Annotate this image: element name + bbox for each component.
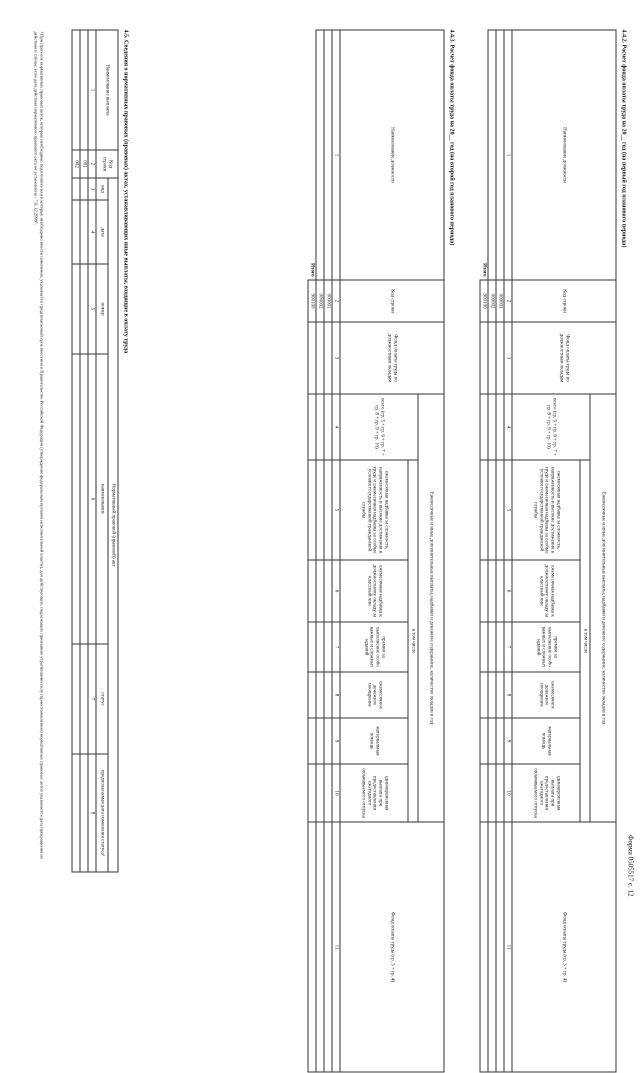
cell[interactable] [316,322,324,394]
cell[interactable] [480,622,488,672]
header-position-name: Наименование должности [340,30,444,280]
cell[interactable] [324,460,332,560]
header-col9: материальная помощь [340,718,408,764]
col-num: 6 [504,560,512,622]
cell[interactable] [488,672,496,718]
header-title: наименование [96,354,108,644]
cell[interactable] [496,622,504,672]
col-num: 4 [504,394,512,460]
section-title-45: 4.5. Сведения о нормативных правовых (правовых) актах, устанавливающих иные выплаты, входящие в оплату труда [123,30,129,354]
cell[interactable] [72,200,80,264]
cell[interactable] [324,622,332,672]
col-num: 7 [504,622,512,672]
row-code: 001 [80,150,88,178]
col-num: 4 [332,394,340,460]
header-number: номер [96,264,108,354]
cell[interactable] [316,30,324,280]
cell[interactable] [488,718,496,764]
table-row [80,30,88,872]
cell[interactable] [496,322,504,394]
header-col6: ежемесячная надбавка к должностному окладу за классный чин [340,560,408,622]
col-num: 7 [332,622,340,672]
col-num: 5 [88,264,96,354]
column-number-row [504,30,512,1072]
cell[interactable] [72,354,80,644]
total-label: Итого [308,30,316,280]
cell[interactable] [480,394,488,460]
cell[interactable] [480,560,488,622]
cell[interactable] [72,30,80,150]
row-code: 000001 [496,280,504,322]
cell[interactable] [80,200,88,264]
cell[interactable] [72,178,80,200]
cell[interactable] [316,460,324,560]
cell[interactable] [80,754,88,872]
cell[interactable] [308,460,316,560]
fund-table-443 [308,30,445,1073]
cell[interactable] [496,764,504,822]
header-status-date: предполагаемая дата изменения статуса¹ [96,754,108,872]
col-num: 6 [88,354,96,644]
cell[interactable] [488,30,496,280]
header-salary-fund: Фонд оплаты труда по должностным окладам [512,322,616,394]
header-total: всего (гр. 5 + гр. 6 + гр. 7 + гр. 8 + гр. 9 + гр. 10) [340,394,418,460]
cell[interactable] [316,718,324,764]
header-col8: ежемесячное денежное поощрение [512,672,580,718]
col-num: 1 [332,30,340,280]
cell[interactable] [308,672,316,718]
col-num: 8 [504,672,512,718]
total-code: 900100 [308,280,316,322]
cell[interactable] [308,560,316,622]
cell[interactable] [80,264,88,354]
cell[interactable] [72,644,80,754]
header-position-name: Наименование должности [512,30,616,280]
header-col10: единовременная выплата при предоставлении ежегодного оплачиваемого отпуска [340,764,408,822]
total-code: 900100 [480,280,488,322]
cell[interactable] [496,460,504,560]
col-num: 10 [332,764,340,822]
cell[interactable] [308,622,316,672]
cell[interactable] [480,718,488,764]
header-col10: единовременная выплата при предоставлении ежегодного оплачиваемого отпуска [512,764,580,822]
cell[interactable] [480,822,488,1072]
cell[interactable] [324,394,332,460]
col-num: 2 [332,280,340,322]
total-row [308,30,316,1072]
cell[interactable] [324,560,332,622]
col-num: 5 [332,460,340,560]
cell[interactable] [80,354,88,644]
table-row [324,30,332,1072]
table-row [72,30,80,872]
cell[interactable] [308,394,316,460]
table-row [488,30,496,1072]
section-title-442: 4.4.2. Расчет фонда оплаты труда на 20__ год (на первый год планового периода) [621,30,627,248]
cell[interactable] [496,718,504,764]
row-code: 000001 [324,280,332,322]
header-col9: материальная помощь [512,718,580,764]
col-num: 8 [332,672,340,718]
cell[interactable] [480,672,488,718]
cell[interactable] [488,622,496,672]
cell[interactable] [488,322,496,394]
header-col7: премии за выполнение особо важных и сложных заданий [340,622,408,672]
cell[interactable] [72,264,80,354]
cell[interactable] [80,30,88,150]
column-number-row [332,30,340,1072]
col-num: 9 [332,718,340,764]
header-including: в том числе [408,460,418,822]
cell[interactable] [316,822,324,1072]
header-col8: ежемесячное денежное поощрение [340,672,408,718]
col-num: 2 [504,280,512,322]
cell[interactable] [324,672,332,718]
form-number-label: Форма 0505517 с. 12 [627,835,635,897]
header-col5: ежемесячная надбавка за сложность, напряженность и высокие достижения в труде и ежемесячная надбавка за особые условия государственной гражданской службы [340,460,408,560]
acts-table-45 [72,30,119,873]
header-date: дата [96,200,108,264]
header-including: в том числе [580,460,590,822]
col-num: 2 [88,150,96,178]
total-label: Итого [480,30,488,280]
total-row [480,30,488,1072]
cell[interactable] [324,30,332,280]
cell[interactable] [308,718,316,764]
column-number-row [88,30,96,872]
col-num: 7 [88,644,96,754]
fund-table-442 [480,30,617,1073]
header-col6: ежемесячная надбавка к должностному окладу за классный чин [512,560,580,622]
header-row-code: Код строки [340,280,444,322]
cell[interactable] [496,822,504,1072]
cell[interactable] [488,560,496,622]
header-kind: вид [96,178,108,200]
row-code: 002 [72,150,80,178]
cell[interactable] [488,460,496,560]
col-num: 1 [88,30,96,150]
document-sheet [1,0,640,905]
cell[interactable] [488,764,496,822]
cell[interactable] [324,764,332,822]
header-payment-name: Наименование выплаты [96,30,118,150]
cell[interactable] [316,764,324,822]
cell[interactable] [496,394,504,460]
cell[interactable] [308,322,316,394]
cell[interactable] [324,322,332,394]
cell[interactable] [480,460,488,560]
header-legal-act: Нормативный правовой (правовой) акт [108,178,118,872]
col-num: 4 [88,200,96,264]
col-num: 3 [88,178,96,200]
header-status: статус [96,644,108,754]
header-extra-payments: Ежемесячные и иные дополнительные выплаты, надбавки и денежное содержание, количество окладов в год [590,394,616,822]
col-num: 3 [332,322,340,394]
cell[interactable] [316,560,324,622]
header-wage-fund: Фонд оплаты труда (гр. 3 + гр. 4) [340,822,444,1072]
cell[interactable] [72,754,80,872]
cell[interactable] [488,394,496,460]
header-salary-fund: Фонд оплаты труда по должностным окладам [340,322,444,394]
col-num: 3 [504,322,512,394]
cell[interactable] [324,718,332,764]
header-col7: премии за выполнение особо важных и сложных заданий [512,622,580,672]
col-num: 1 [504,30,512,280]
col-num: 9 [504,718,512,764]
table-row [316,30,324,1072]
cell[interactable] [316,394,324,460]
header-col5: ежемесячная надбавка за сложность, напряженность и высокие достижения в труде и ежемесячная надбавка за особые условия государственной гражданской службы [512,460,580,560]
header-total: всего (гр. 5 + гр. 6 + гр. 7 + гр. 8 + гр. 9 + гр. 10) [512,394,590,460]
cell[interactable] [80,644,88,754]
col-num: 10 [504,764,512,822]
cell[interactable] [308,764,316,822]
col-num: 5 [504,460,512,560]
cell[interactable] [480,764,488,822]
col-num: 8 [88,754,96,872]
col-num: 11 [332,822,340,1072]
header-extra-payments: Ежемесячные и иные дополнительные выплаты, надбавки и денежное содержание, количество окладов в год [418,394,444,822]
header-row-code: Код строки [96,150,118,178]
row-code: 000002 [488,280,496,322]
cell[interactable] [496,672,504,718]
cell[interactable] [316,622,324,672]
header-row-code: Код строки [512,280,616,322]
col-num: 11 [504,822,512,1072]
cell[interactable] [496,30,504,280]
cell[interactable] [488,822,496,1072]
cell[interactable] [496,560,504,622]
footnote: ¹ При прогнозе нормативных правовых актов, которые необходимо подготовить или в которые необходимо внести изменения, указывается предполагаемый срок внесения в Правительство Российской Федерации (утверждения федеральным органом исполнительной власти), для действующих, подлежащих признанию утратившими силу (приостановлению) нормативных правовых актов указывается дата прекращения их действия в случае, если дата действия нормативного правового акта не установлена - "31.12.2999". [33,32,44,874]
col-num: 6 [332,560,340,622]
table-row [496,30,504,1072]
cell[interactable] [316,672,324,718]
section-title-443: 4.4.3. Расчет фонда оплаты труда на 20__ год (на второй год планового периода) [449,30,455,246]
row-code: 000002 [316,280,324,322]
cell[interactable] [480,322,488,394]
header-wage-fund: Фонд оплаты труда (гр. 3 + гр. 4) [512,822,616,1072]
cell[interactable] [308,822,316,1072]
cell[interactable] [324,822,332,1072]
cell[interactable] [80,178,88,200]
